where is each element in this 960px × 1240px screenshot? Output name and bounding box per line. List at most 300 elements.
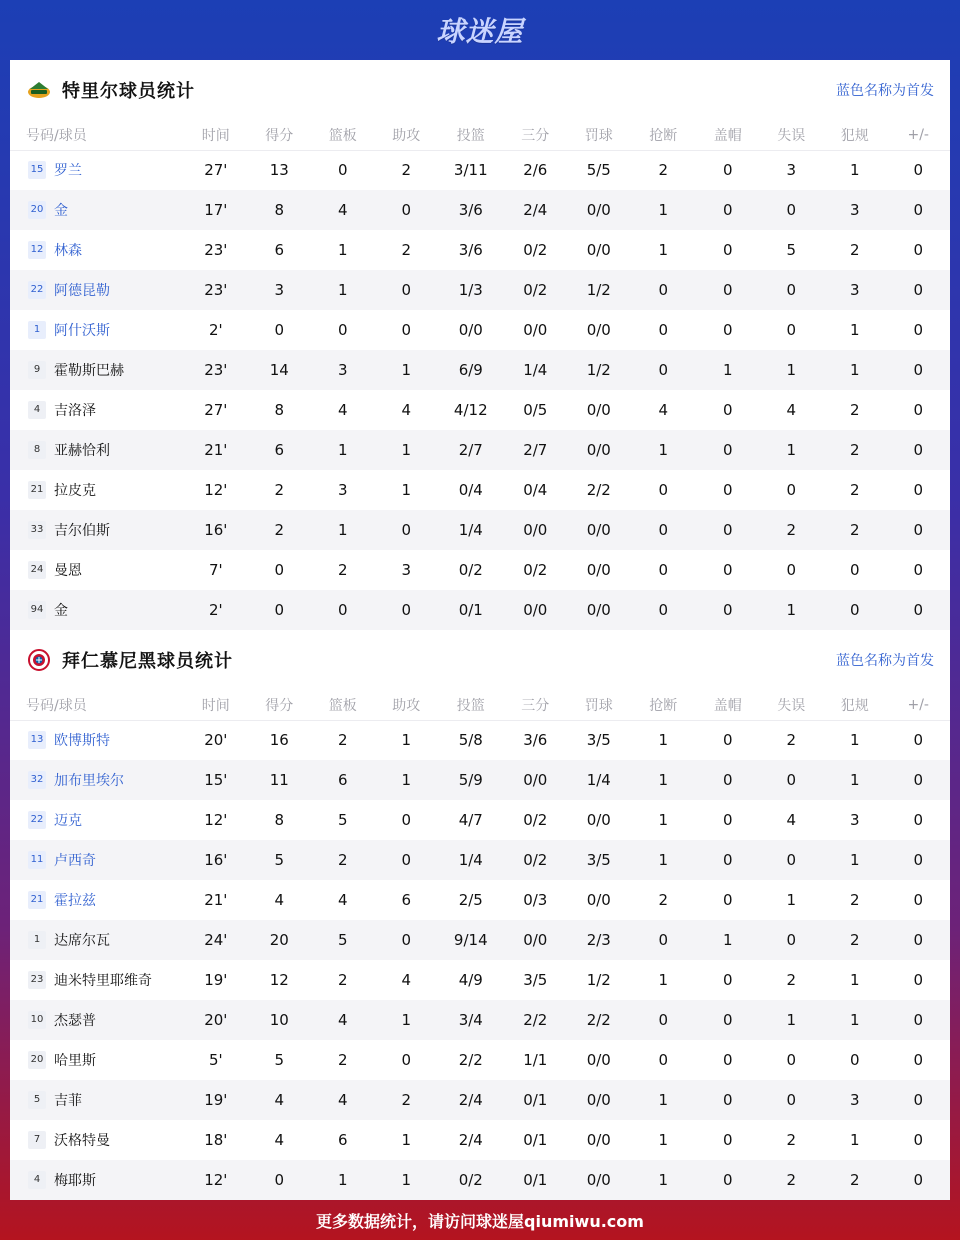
stat-cell: 3/5 <box>586 731 611 750</box>
player-cell[interactable] <box>10 840 184 880</box>
jersey-number-badge: 9 <box>28 361 46 379</box>
stat-cell: 0/0 <box>458 321 483 339</box>
stat-cell: 0 <box>375 510 438 550</box>
stat-cell: 0 <box>723 811 733 829</box>
stat-cell: 0 <box>658 481 669 499</box>
stat-cell: 1 <box>823 840 886 880</box>
starter-legend-note: 蓝色名称为首发 <box>836 653 934 669</box>
column-header: 篮板 <box>311 690 374 720</box>
footer-link-text[interactable]: 更多数据统计，请访问球迷屋qiumiwu.com <box>316 1211 644 1231</box>
stat-cell: 1 <box>849 731 860 750</box>
stat-cell: 1/2 <box>586 971 611 989</box>
stat-cell: 1/4 <box>567 760 630 800</box>
stat-cell: 0/2 <box>504 840 567 880</box>
jersey-number-badge: 24 <box>28 561 46 579</box>
stat-cell: 1 <box>658 971 669 989</box>
player-cell[interactable] <box>10 720 184 760</box>
stat-cell: 0 <box>723 891 733 909</box>
stat-cell: 0 <box>696 430 759 470</box>
stat-cell: 1 <box>375 430 438 470</box>
player-cell[interactable] <box>10 430 184 470</box>
table-row[interactable] <box>10 230 950 270</box>
stat-cell: 1 <box>849 1131 860 1149</box>
stat-cell: 0/2 <box>523 811 548 829</box>
stat-cell: 0 <box>886 590 950 630</box>
team-header <box>10 630 950 690</box>
stat-cell: 0 <box>913 731 924 750</box>
stat-cell: 5/9 <box>438 760 504 800</box>
player-name-link[interactable]: 曼恩 <box>54 563 82 579</box>
table-row[interactable] <box>10 390 950 430</box>
stat-cell: 0/0 <box>504 590 567 630</box>
stat-cell: 3/4 <box>438 1000 504 1040</box>
player-cell[interactable] <box>10 1160 184 1200</box>
player-cell[interactable] <box>10 960 184 1000</box>
table-row[interactable] <box>10 510 950 550</box>
stat-cell: 0 <box>375 840 438 880</box>
stat-cell: 1 <box>631 760 697 800</box>
stat-cell: 0/1 <box>438 590 504 630</box>
stat-cell: 1 <box>760 350 823 390</box>
stat-cell: 27' <box>204 401 228 419</box>
stat-cell: 0 <box>696 1080 759 1120</box>
player-name-link[interactable]: 阿什沃斯 <box>54 323 110 339</box>
stat-cell: 0 <box>696 270 759 310</box>
stat-cell: 0 <box>696 1160 759 1200</box>
stat-cell: 3/6 <box>438 190 504 230</box>
player-cell[interactable] <box>10 390 184 430</box>
stat-cell: 4 <box>311 1080 374 1120</box>
stat-cell: 13 <box>269 161 289 180</box>
stat-cell: 0/2 <box>438 1160 504 1200</box>
stat-cell: 3 <box>311 350 374 390</box>
stat-cell: 1/4 <box>438 510 504 550</box>
stat-cell: 4 <box>311 190 374 230</box>
stat-cell: 4 <box>338 891 348 909</box>
stats-panel <box>10 60 950 1200</box>
player-cell[interactable] <box>10 880 184 920</box>
column-header: +/- <box>886 690 950 720</box>
player-cell[interactable] <box>10 190 184 230</box>
player-cell[interactable] <box>10 1080 184 1120</box>
stat-cell: 0/0 <box>567 1080 630 1120</box>
stat-cell: 0 <box>886 760 950 800</box>
stat-cell: 0 <box>886 1160 950 1200</box>
player-cell[interactable] <box>10 470 184 510</box>
stat-cell: 0 <box>913 161 924 180</box>
player-cell[interactable] <box>10 270 184 310</box>
stat-cell: 0/0 <box>567 510 630 550</box>
stat-cell: 0 <box>913 1051 924 1069</box>
stat-cell: 0 <box>786 481 797 499</box>
player-name-link[interactable]: 阿德昆勒 <box>54 283 110 299</box>
player-name-link[interactable]: 迪米特里耶维奇 <box>54 973 152 989</box>
player-name-link[interactable]: 卢西奇 <box>54 853 96 869</box>
column-header: 助攻 <box>375 690 438 720</box>
stat-cell: 0 <box>631 270 697 310</box>
stat-cell: 2 <box>849 401 860 419</box>
stat-cell: 0 <box>338 161 348 180</box>
stat-cell: 23' <box>184 270 247 310</box>
jersey-number-badge: 7 <box>28 1131 46 1149</box>
column-header: 号码/球员 <box>10 690 184 720</box>
stat-cell: 2 <box>658 891 669 909</box>
player-name-link[interactable]: 沃格特曼 <box>54 1133 110 1149</box>
table-row[interactable] <box>10 1080 950 1120</box>
column-header: 犯规 <box>823 690 886 720</box>
player-cell[interactable] <box>10 590 184 630</box>
player-cell[interactable] <box>10 920 184 960</box>
table-row[interactable] <box>10 150 950 190</box>
player-name-link[interactable]: 吉尔伯斯 <box>54 523 110 539</box>
jersey-number-badge: 32 <box>28 771 46 789</box>
stat-cell: 20' <box>204 731 228 750</box>
table-row[interactable] <box>10 1160 950 1200</box>
stat-cell: 1 <box>849 321 860 339</box>
stat-cell: 9/14 <box>438 920 504 960</box>
stat-cell: 4/12 <box>453 401 488 419</box>
stat-cell: 0/2 <box>504 270 567 310</box>
starter-legend-note: 蓝色名称为首发 <box>836 83 934 99</box>
stat-cell: 0 <box>886 350 950 390</box>
table-row[interactable] <box>10 720 950 760</box>
player-cell[interactable] <box>10 350 184 390</box>
stat-cell: 0 <box>631 350 697 390</box>
stat-cell: 5/8 <box>458 731 483 750</box>
stat-cell: 1/2 <box>567 350 630 390</box>
stat-cell: 0/0 <box>504 920 567 960</box>
stat-cell: 6 <box>248 430 311 470</box>
stat-cell: 1 <box>658 811 669 829</box>
stat-cell: 0 <box>274 321 285 339</box>
stat-cell: 0 <box>886 190 950 230</box>
stat-cell: 1 <box>311 510 374 550</box>
stat-cell: 2 <box>849 891 860 909</box>
stat-cell: 1 <box>823 350 886 390</box>
stat-cell: 2 <box>786 731 797 750</box>
stat-cell: 4 <box>274 1131 285 1149</box>
jersey-number-badge: 12 <box>28 241 46 259</box>
stat-cell: 3 <box>823 270 886 310</box>
stat-cell: 1 <box>401 481 412 499</box>
stat-cell: 2/5 <box>458 891 483 909</box>
stat-cell: 5 <box>786 241 797 259</box>
stat-cell: 0 <box>631 1000 697 1040</box>
footer-banner[interactable] <box>0 1200 960 1240</box>
stat-cell: 2 <box>658 161 669 180</box>
stat-cell: 2 <box>823 510 886 550</box>
stat-cell: 0/0 <box>586 241 611 259</box>
player-cell[interactable] <box>10 150 184 190</box>
stat-cell: 0 <box>696 190 759 230</box>
jersey-number-badge: 11 <box>28 851 46 869</box>
stat-cell: 0 <box>338 321 348 339</box>
stat-cell: 3/6 <box>458 241 483 259</box>
player-name-link[interactable]: 欧博斯特 <box>54 733 110 750</box>
player-cell[interactable] <box>10 550 184 590</box>
stat-cell: 1/2 <box>567 270 630 310</box>
table-row[interactable] <box>10 310 950 350</box>
stat-cell: 2 <box>248 510 311 550</box>
jersey-number-badge: 33 <box>28 521 46 539</box>
stat-cell: 0/1 <box>504 1080 567 1120</box>
column-header: 时间 <box>184 690 247 720</box>
stat-cell: 0 <box>886 510 950 550</box>
column-header: 投篮 <box>438 120 504 150</box>
stat-cell: 12 <box>269 971 289 989</box>
stat-cell: 0/0 <box>586 1051 611 1069</box>
stat-cell: 2/6 <box>523 161 548 180</box>
stat-cell: 1 <box>696 350 759 390</box>
table-row[interactable] <box>10 1040 950 1080</box>
table-row[interactable] <box>10 960 950 1000</box>
stat-cell: 2/7 <box>438 430 504 470</box>
stat-cell: 1 <box>631 430 697 470</box>
column-header: 盖帽 <box>696 120 759 150</box>
stat-cell: 0 <box>658 321 669 339</box>
stat-cell: 1/4 <box>438 840 504 880</box>
stat-cell: 1 <box>823 1000 886 1040</box>
player-name-link[interactable]: 金 <box>54 203 68 219</box>
stat-cell: 16' <box>184 510 247 550</box>
player-cell[interactable] <box>10 310 184 350</box>
stat-cell: 2/4 <box>438 1080 504 1120</box>
player-name-link[interactable]: 林森 <box>54 243 82 259</box>
table-row[interactable] <box>10 550 950 590</box>
stat-cell: 2 <box>823 920 886 960</box>
player-name-link[interactable]: 拉皮克 <box>54 483 96 499</box>
stat-cell: 0 <box>886 270 950 310</box>
player-cell[interactable] <box>10 1120 184 1160</box>
stat-cell: 0 <box>723 731 733 750</box>
stat-cell: 0 <box>375 590 438 630</box>
player-name-link[interactable]: 金 <box>54 603 68 619</box>
stat-cell: 0/0 <box>586 1131 611 1149</box>
stat-cell: 0 <box>723 1051 733 1069</box>
stat-cell: 0/0 <box>504 510 567 550</box>
stat-cell: 4 <box>401 401 412 419</box>
jersey-number-badge: 4 <box>28 401 46 419</box>
stat-cell: 2/2 <box>504 1000 567 1040</box>
stat-cell: 1 <box>631 1080 697 1120</box>
stat-cell: 1/4 <box>504 350 567 390</box>
jersey-number-badge: 20 <box>28 201 46 219</box>
stat-cell: 1 <box>786 891 797 909</box>
column-header: 盖帽 <box>696 690 759 720</box>
stat-cell: 2 <box>760 1160 823 1200</box>
stat-cell: 1 <box>849 161 860 180</box>
stat-cell: 0 <box>631 920 697 960</box>
stat-cell: 0 <box>886 1080 950 1120</box>
stat-cell: 1 <box>311 270 374 310</box>
stat-cell: 4 <box>274 891 285 909</box>
stat-cell: 0/0 <box>586 401 611 419</box>
top-bar <box>0 0 960 60</box>
stat-cell: 5 <box>274 1051 285 1069</box>
table-row[interactable] <box>10 880 950 920</box>
player-name-link[interactable]: 加布里埃尔 <box>54 773 124 789</box>
player-name-link[interactable]: 哈里斯 <box>54 1053 96 1069</box>
stat-cell: 1 <box>401 1131 412 1149</box>
player-name-link[interactable]: 罗兰 <box>54 163 82 180</box>
column-header: 三分 <box>504 690 567 720</box>
player-cell[interactable] <box>10 1000 184 1040</box>
stat-cell: 21' <box>184 430 247 470</box>
table-row[interactable] <box>10 1000 950 1040</box>
player-cell[interactable] <box>10 760 184 800</box>
table-row[interactable] <box>10 470 950 510</box>
table-row[interactable] <box>10 590 950 630</box>
table-header-row <box>10 690 950 720</box>
jersey-number-badge: 4 <box>28 1171 46 1189</box>
stat-cell: 5/5 <box>586 161 611 180</box>
player-name-link[interactable]: 吉洛泽 <box>54 403 96 419</box>
player-name-link[interactable]: 霍勒斯巴赫 <box>54 363 124 379</box>
stat-cell: 2 <box>338 971 348 989</box>
stat-cell: 0/0 <box>586 561 611 579</box>
stat-cell: 0 <box>913 1131 924 1149</box>
stat-cell: 0 <box>375 920 438 960</box>
stat-cell: 0/1 <box>504 1160 567 1200</box>
stat-cell: 2 <box>338 1051 348 1069</box>
table-row[interactable] <box>10 350 950 390</box>
stat-cell: 1 <box>658 731 669 750</box>
stat-cell: 0 <box>248 1160 311 1200</box>
player-name-link[interactable]: 梅耶斯 <box>54 1173 96 1189</box>
jersey-number-badge: 8 <box>28 441 46 459</box>
stat-cell: 0 <box>723 971 733 989</box>
column-header: 篮板 <box>311 120 374 150</box>
stat-cell: 0 <box>723 481 733 499</box>
stat-cell: 2 <box>401 161 412 180</box>
table-row[interactable] <box>10 270 950 310</box>
column-header: 抢断 <box>631 690 697 720</box>
table-row[interactable] <box>10 800 950 840</box>
stat-cell: 1 <box>658 1131 669 1149</box>
stat-cell: 6/9 <box>438 350 504 390</box>
stat-cell: 4 <box>786 811 797 829</box>
stat-cell: 2 <box>375 1080 438 1120</box>
player-name-link[interactable]: 达席尔瓦 <box>54 933 110 949</box>
stat-cell: 0 <box>696 840 759 880</box>
stat-cell: 2 <box>401 241 412 259</box>
stat-cell: 1 <box>311 1160 374 1200</box>
stat-cell: 0 <box>723 321 733 339</box>
stat-cell: 5' <box>208 1051 223 1069</box>
stat-cell: 15' <box>184 760 247 800</box>
stat-cell: 0/4 <box>523 481 548 499</box>
jersey-number-badge: 22 <box>28 281 46 299</box>
stat-cell: 6 <box>311 760 374 800</box>
column-header: 失误 <box>760 690 823 720</box>
stat-cell: 1 <box>760 430 823 470</box>
stat-cell: 0 <box>849 1051 860 1069</box>
jersey-number-badge: 10 <box>28 1011 46 1029</box>
stat-cell: 1 <box>631 840 697 880</box>
table-row[interactable] <box>10 430 950 470</box>
player-name-link[interactable]: 吉菲 <box>54 1093 82 1109</box>
stat-cell: 1 <box>375 1160 438 1200</box>
player-cell[interactable] <box>10 230 184 270</box>
table-row[interactable] <box>10 840 950 880</box>
team-section <box>10 630 950 1200</box>
jersey-number-badge: 15 <box>28 161 46 179</box>
column-header: 投篮 <box>438 690 504 720</box>
stat-cell: 8 <box>248 190 311 230</box>
stat-cell: 2' <box>208 321 223 339</box>
stat-cell: 0 <box>886 1000 950 1040</box>
stat-cell: 0 <box>886 920 950 960</box>
stat-cell: 1 <box>338 241 348 259</box>
stat-cell: 27' <box>204 161 228 180</box>
stat-cell: 19' <box>204 971 228 989</box>
stat-cell: 6 <box>401 891 412 909</box>
stat-cell: 0/3 <box>523 891 548 909</box>
stat-cell: 1 <box>375 350 438 390</box>
bayern-team-logo <box>26 650 52 670</box>
stat-cell: 5 <box>338 811 348 829</box>
jersey-number-badge: 20 <box>28 1051 46 1069</box>
stat-cell: 0 <box>913 321 924 339</box>
player-name-link[interactable]: 杰瑟普 <box>54 1013 96 1029</box>
player-name-link[interactable]: 霍拉兹 <box>54 893 96 909</box>
stat-cell: 0 <box>913 811 924 829</box>
stat-cell: 0 <box>760 920 823 960</box>
player-cell[interactable] <box>10 800 184 840</box>
table-row[interactable] <box>10 760 950 800</box>
stat-cell: 0/0 <box>504 760 567 800</box>
player-name-link[interactable]: 迈克 <box>54 813 82 829</box>
jersey-number-badge: 22 <box>28 811 46 829</box>
stat-cell: 2/2 <box>586 481 611 499</box>
stat-cell: 0 <box>913 971 924 989</box>
column-header: 抢断 <box>631 120 697 150</box>
stat-cell: 0 <box>311 590 374 630</box>
stat-cell: 0/2 <box>523 561 548 579</box>
stat-cell: 0 <box>658 561 669 579</box>
table-row[interactable] <box>10 920 950 960</box>
stat-cell: 1 <box>375 1000 438 1040</box>
stat-cell: 0 <box>786 561 797 579</box>
stat-cell: 0 <box>760 840 823 880</box>
stat-cell: 0 <box>631 510 697 550</box>
stat-cell: 0 <box>913 561 924 579</box>
stat-cell: 2' <box>184 590 247 630</box>
column-header: 三分 <box>504 120 567 150</box>
stat-cell: 21' <box>204 891 228 909</box>
stat-cell: 2 <box>338 561 348 579</box>
stat-cell: 3/5 <box>523 971 548 989</box>
table-row[interactable] <box>10 190 950 230</box>
jersey-number-badge: 21 <box>28 891 46 909</box>
stat-cell: 19' <box>184 1080 247 1120</box>
player-cell[interactable] <box>10 510 184 550</box>
stat-cell: 0/0 <box>586 811 611 829</box>
stat-cell: 0 <box>723 401 733 419</box>
player-cell[interactable] <box>10 1040 184 1080</box>
table-row[interactable] <box>10 1120 950 1160</box>
player-name-link[interactable]: 亚赫恰利 <box>54 443 110 459</box>
stat-cell: 4 <box>338 401 348 419</box>
jersey-number-badge: 94 <box>28 601 46 619</box>
column-header: 罚球 <box>567 690 630 720</box>
stat-cell: 0 <box>823 590 886 630</box>
column-header: 号码/球员 <box>10 120 184 150</box>
stat-cell: 1 <box>311 430 374 470</box>
stat-cell: 0 <box>696 1000 759 1040</box>
player-stats-table <box>10 120 950 630</box>
stat-cell: 8 <box>274 401 285 419</box>
